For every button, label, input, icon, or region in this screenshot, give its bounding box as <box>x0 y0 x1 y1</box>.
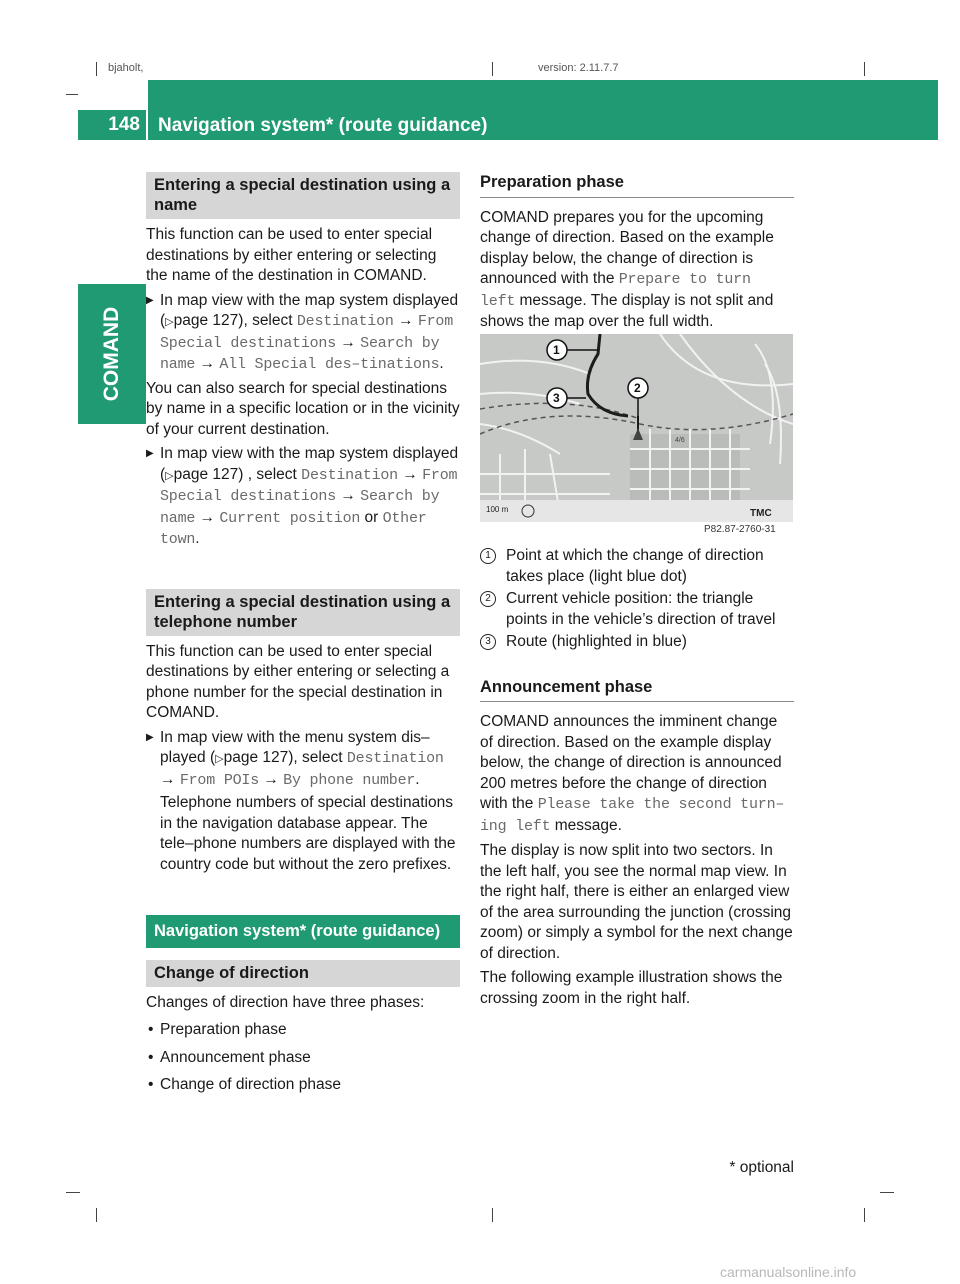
section-heading-phone: Entering a special destination using a telephone number <box>146 589 460 636</box>
arrow-icon: → <box>398 312 414 329</box>
menu-item: All Special des–tinations <box>219 356 440 373</box>
arrow-icon: → <box>160 770 176 788</box>
menu-item: Destination <box>346 750 444 767</box>
list-item: • Change of direction phase <box>146 1075 460 1096</box>
arrow-icon: → <box>263 770 279 788</box>
navigation-map-figure <box>480 334 793 522</box>
arrow-icon: → <box>340 487 356 504</box>
right-column <box>480 172 794 333</box>
menu-item: Current position <box>219 509 361 527</box>
figure-caption: P82.87-2760-31 <box>704 524 776 535</box>
footnote-optional: * optional <box>729 1159 794 1176</box>
paragraph: This function can be used to enter special destinations by either entering or selecting a phone number for the special destination in COMAND. <box>146 642 450 721</box>
legend-item: 1 Point at which the change of direction takes place (light blue dot) <box>480 546 794 587</box>
arrow-icon: → <box>402 465 418 483</box>
header-num-top <box>78 80 146 110</box>
section-heading-preparation: Preparation phase <box>480 172 794 198</box>
paragraph: This function can be used to enter special destinations by either entering or selecting the name of the destination in COMAND. <box>146 226 437 284</box>
left-column <box>146 172 460 1096</box>
arrow-icon: → <box>199 508 216 526</box>
paragraph: COMAND announces the imminent change of direction. Based on the example display below, the change of direction is announced 200 metres before the change of direction with the Please take the second turn–ing left message. <box>480 713 785 835</box>
menu-item: From Special destinations <box>160 313 454 352</box>
menu-item: By phone number <box>283 771 416 789</box>
crop-mark <box>96 62 97 76</box>
watermark: carmanualsonline.info <box>720 1264 857 1280</box>
legend-number: 3 <box>480 634 496 650</box>
page-ref-icon: ▷ <box>215 753 224 765</box>
legend-number: 2 <box>480 591 496 607</box>
map-marker-2: 2 <box>634 381 641 395</box>
section-heading-announcement: Announcement phase <box>480 677 794 703</box>
menu-item: Destination <box>301 466 398 484</box>
page-title: Navigation system* (route guidance) <box>158 115 488 136</box>
menu-item: From POIs <box>179 771 260 789</box>
instruction-step: ▶ In map view with the menu system dis–played (▷page 127), select Destination → From POIs → By phone number. <box>146 728 460 792</box>
meta-left: bjaholt, <box>108 62 144 74</box>
crop-mark <box>864 1208 865 1222</box>
paragraph: Telephone numbers of special destinations in the navigation database appear. The tele–phone numbers are displayed with the country code but without the zero prefixes. <box>160 794 456 873</box>
paragraph: The display is now split into two sectors. In the left half, you see the normal map view. In the right half, there is either an enlarged view of the area surrounding the junction (crossing zoom) or simply a symbol for the next change of direction. <box>480 842 793 962</box>
road-label: 4/6 <box>675 437 685 444</box>
instruction-step: ▶ In map view with the map system displayed (▷page 127) , select Destination → From Special destinations → Search by name → Current position or Other town. <box>146 444 460 551</box>
crop-mark <box>880 1192 894 1193</box>
crop-mark <box>492 1208 493 1222</box>
instruction-step: ▶ In map view with the map system displayed (▷page 127), select Destination → From Special destinations → Search by name → All Special des–tinations. <box>146 291 460 376</box>
legend-item: 3 Route (highlighted in blue) <box>480 632 794 653</box>
paragraph: The following example illustration shows the crossing zoom in the right half. <box>480 969 783 1007</box>
legend-item: 2 Current vehicle position: the triangle points in the vehicle’s direction of travel <box>480 589 794 630</box>
menu-item: Search by name <box>160 488 440 527</box>
arrow-icon: → <box>199 355 216 372</box>
meta-right: version: 2.11.7.7 <box>538 62 619 74</box>
page-number-box <box>78 110 146 140</box>
paragraph: Changes of direction have three phases: <box>146 993 425 1011</box>
map-illustration <box>480 334 793 522</box>
page-number: 148 <box>108 114 140 135</box>
display-message: Please take the second turn–ing left <box>480 796 785 835</box>
menu-item: From Special destinations <box>160 466 458 505</box>
menu-item: Search by name <box>160 334 440 373</box>
page-ref-icon: ▷ <box>165 469 174 482</box>
crop-mark <box>492 62 493 76</box>
paragraph: You can also search for special destinations by name in a specific location or in the vicinity of your current destination. <box>146 379 460 438</box>
list-item: • Announcement phase <box>146 1048 460 1069</box>
section-heading-change: Change of direction <box>146 960 460 987</box>
section-heading-chapter: Navigation system* (route guidance) <box>146 915 460 948</box>
arrow-icon: → <box>340 333 356 351</box>
list-item: • Preparation phase <box>146 1020 460 1041</box>
figure-legend <box>480 546 794 1009</box>
tmc-label: TMC <box>750 508 772 519</box>
paragraph: COMAND prepares you for the upcoming change of direction. Based on the example display below, the change of direction is announced with the Prepare to turn left message. The display is not split and shows the map over the full width. <box>480 208 774 330</box>
menu-item: Other town <box>160 509 427 548</box>
map-marker-1: 1 <box>553 343 560 357</box>
header-bar-right <box>880 80 938 140</box>
menu-item: Destination <box>296 313 394 330</box>
legend-number: 1 <box>480 548 496 564</box>
page-ref-icon: ▷ <box>165 316 174 328</box>
crop-mark <box>66 1192 80 1193</box>
side-tab-label: COMAND <box>99 306 123 402</box>
scale-label: 100 m <box>486 505 509 514</box>
map-marker-3: 3 <box>553 391 560 405</box>
crop-mark <box>96 1208 97 1222</box>
display-message: Prepare to turn left <box>480 271 751 310</box>
section-heading-name: Entering a special destination using a name <box>146 172 460 219</box>
crop-mark <box>864 62 865 76</box>
